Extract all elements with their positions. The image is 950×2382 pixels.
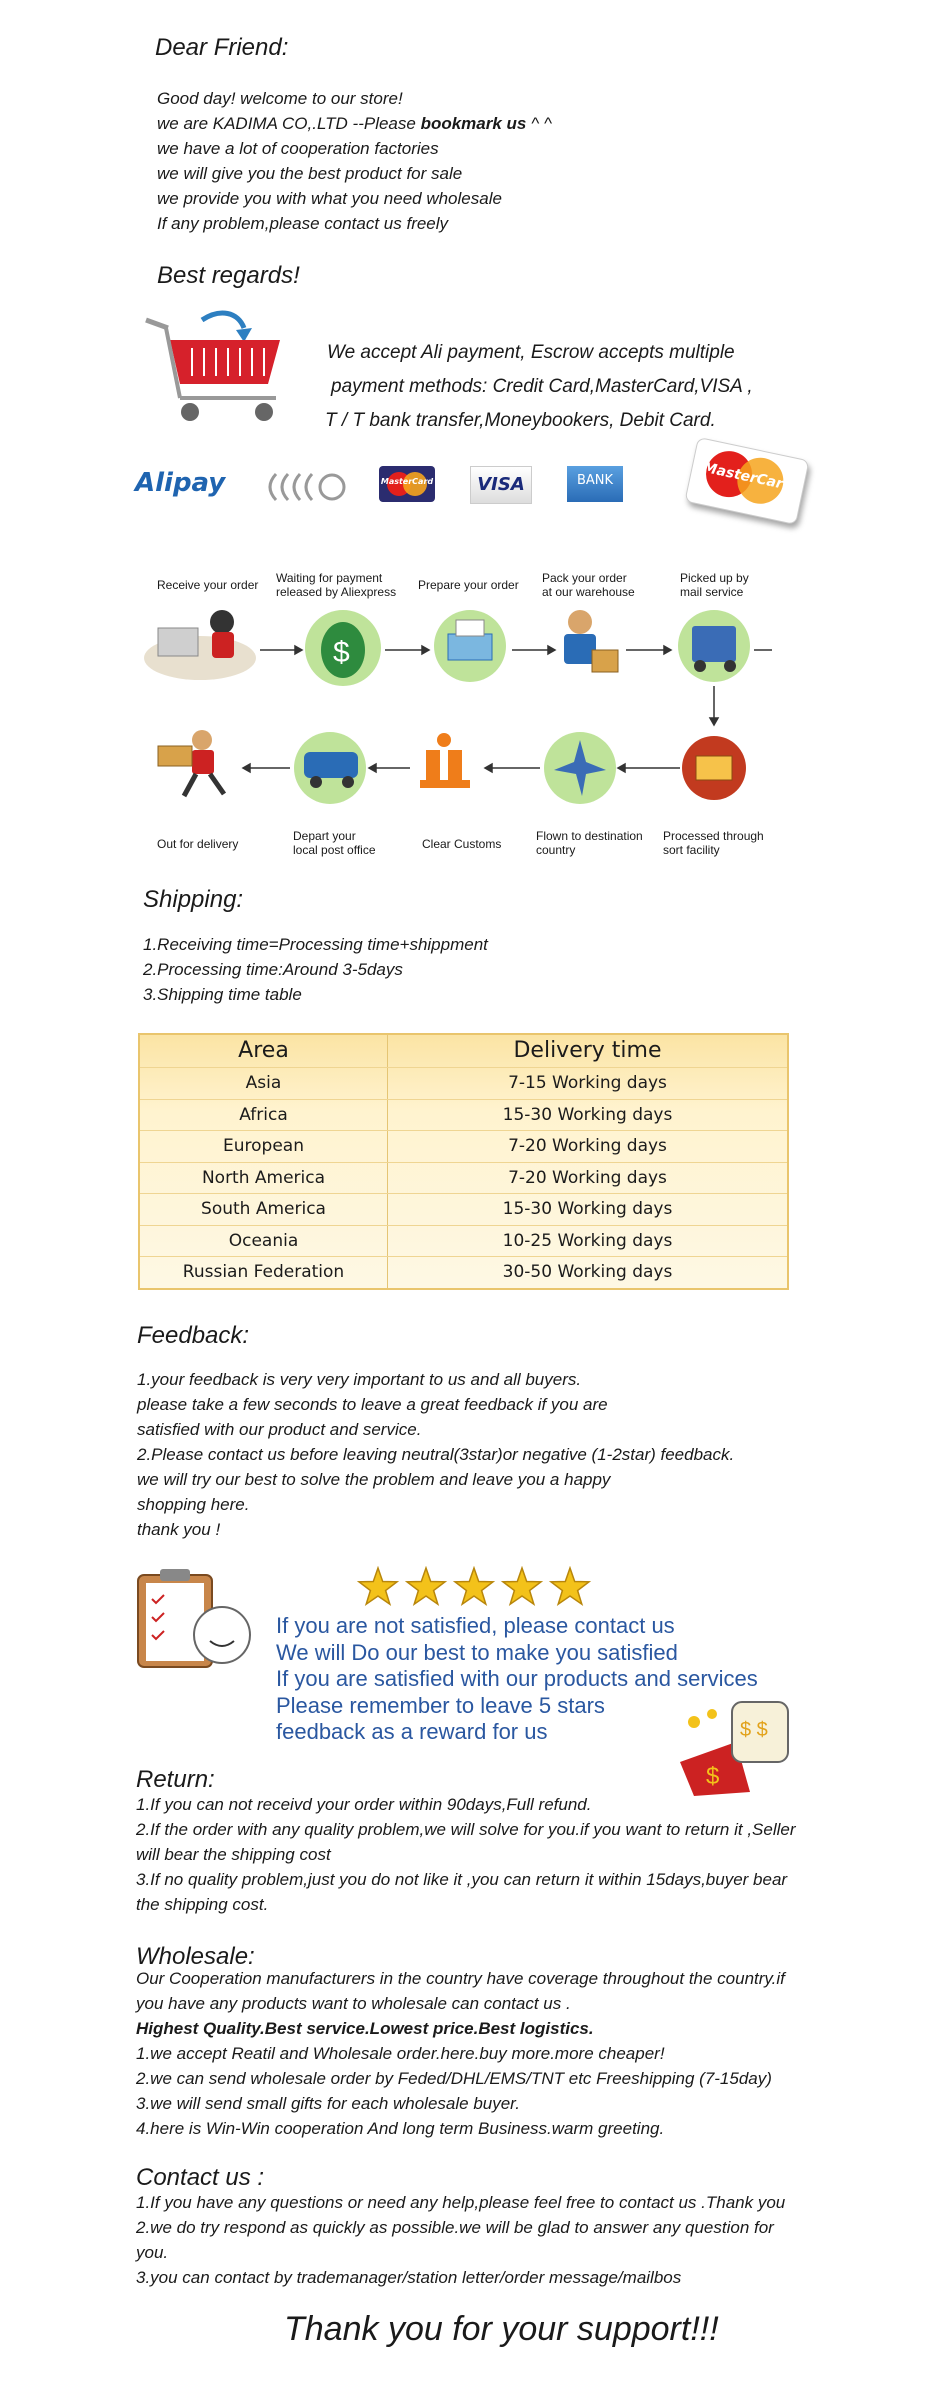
- intro-line: [157, 111, 552, 136]
- banner-line: If you are satisfied with our products and services: [276, 1666, 758, 1691]
- time-cell: 30-50 Working days: [502, 1262, 673, 1282]
- clipboard-icon: [130, 1565, 260, 1680]
- order-flow-diagram: [140, 600, 790, 850]
- mastercard-large-label: MasterCard: [701, 459, 795, 495]
- shipping-line: 1.Receiving time=Processing time+shippment: [143, 935, 488, 954]
- step-label-line: at our warehouse: [542, 585, 635, 599]
- table-row: [140, 1257, 787, 1288]
- greeting-title: Dear Friend:: [155, 34, 289, 61]
- wholesale-line: Our Cooperation manufacturers in the country have coverage throughout the country.if: [136, 1969, 785, 1988]
- wholesale-line: 2.we can send wholesale order by Feded/DHL/EMS/TNT etc Freeshipping (7-15day): [136, 2069, 772, 2088]
- shipping-text: [143, 932, 488, 1007]
- contact-title: Contact us :: [136, 2164, 265, 2191]
- feedback-text: [137, 1367, 734, 1542]
- wholesale-text: [136, 1966, 785, 2141]
- bank-logo: BANK: [567, 466, 623, 502]
- area-cell: Russian Federation: [140, 1257, 388, 1288]
- star-icon: [455, 1568, 493, 1604]
- step-flown-label: [536, 829, 643, 857]
- table-row: [140, 1194, 787, 1226]
- wholesale-slogan: Highest Quality.Best service.Lowest price.Best logistics.: [136, 2019, 594, 2038]
- regards-title: Best regards!: [157, 262, 300, 289]
- table-header-time: Delivery time: [513, 1038, 662, 1063]
- feedback-line: please take a few seconds to leave a great feedback if you are: [137, 1395, 608, 1414]
- table-row: [140, 1100, 787, 1132]
- star-icon: [551, 1568, 589, 1604]
- svg-text:$ $: $ $: [740, 1719, 768, 1741]
- step-label-line: Waiting for payment: [276, 571, 383, 585]
- return-line: 3.If no quality problem,just you do not like it ,you can return it within 15days,buyer bear: [136, 1870, 788, 1889]
- shopping-cart-icon: [140, 306, 288, 424]
- intro-line: If any problem,please contact us freely: [157, 214, 449, 233]
- shipping-line: 3.Shipping time table: [143, 985, 302, 1004]
- intro-line: Good day! welcome to our store!: [157, 89, 403, 108]
- banner-line: If you are not satisfied, please contact us: [276, 1613, 675, 1638]
- contactless-logo: [262, 470, 348, 504]
- banner-line: Please remember to leave 5 stars: [276, 1692, 605, 1718]
- wholesale-line: 4.here is Win-Win cooperation And long term Business.warm greeting.: [136, 2119, 665, 2138]
- intro-line-part: ^ ^: [526, 114, 552, 133]
- feedback-line: shopping here.: [137, 1495, 250, 1514]
- alipay-logo: Alipay: [135, 468, 226, 498]
- table-header-row: [140, 1035, 787, 1068]
- area-cell: European: [140, 1131, 388, 1162]
- shipping-title: Shipping:: [143, 886, 244, 913]
- visa-logo: VISA: [470, 466, 532, 504]
- money-mascot-icon: [670, 1692, 810, 1804]
- step-label-line: sort facility: [663, 843, 720, 857]
- step-label-line: released by Aliexpress: [276, 585, 397, 599]
- area-cell: Oceania: [140, 1226, 388, 1257]
- return-line: 2.If the order with any quality problem,we will solve for you.if you want to return it ,Seller: [136, 1820, 796, 1839]
- area-cell: Asia: [140, 1068, 388, 1099]
- time-cell: 15-30 Working days: [502, 1104, 673, 1125]
- feedback-line: thank you !: [137, 1520, 221, 1539]
- money-bag-icon: [305, 610, 381, 686]
- step-label-line: country: [536, 843, 576, 857]
- intro-text: [157, 86, 552, 236]
- wholesale-line: you have any products want to wholesale can contact us .: [136, 1994, 571, 2013]
- payment-line: We accept Ali payment, Escrow accepts multiple: [327, 342, 735, 363]
- feedback-line: we will try our best to solve the problem and leave you a happy: [137, 1470, 611, 1489]
- time-cell: 7-20 Working days: [508, 1167, 667, 1188]
- contact-line: you.: [136, 2243, 169, 2262]
- star-icon: [503, 1568, 541, 1604]
- step-label-line: Flown to destination: [536, 829, 643, 843]
- step-customs-label: Clear Customs: [422, 837, 502, 851]
- wholesale-title: Wholesale:: [136, 1943, 255, 1970]
- printer-icon: [434, 610, 506, 682]
- step-depart-label: [293, 829, 376, 857]
- wholesale-line: 1.we accept Reatil and Wholesale order.here.buy more.more cheaper!: [136, 2044, 665, 2063]
- return-line: 1.If you can not receivd your order within 90days,Full refund.: [136, 1795, 592, 1814]
- time-cell: 7-20 Working days: [508, 1136, 667, 1156]
- shipping-time-table: [138, 1033, 789, 1290]
- star-icon: [359, 1568, 397, 1604]
- step-label-line: Processed through: [663, 829, 764, 843]
- delivery-van-icon: [294, 732, 366, 804]
- star-icon: [407, 1568, 445, 1604]
- courier-running-icon: [158, 730, 224, 796]
- return-title: Return:: [136, 1766, 215, 1793]
- table-row: [140, 1131, 787, 1163]
- contact-line: 2.we do try respond as quickly as possible.we will be glad to answer any question for: [136, 2218, 774, 2237]
- step-pack-label: [542, 571, 635, 599]
- step-prepare-label: Prepare your order: [418, 578, 519, 592]
- svg-text:$: $: [706, 1763, 720, 1790]
- time-cell: 15-30 Working days: [502, 1199, 673, 1219]
- sort-facility-icon: [682, 736, 746, 800]
- intro-line: we provide you with what you need wholesale: [157, 189, 502, 208]
- step-receive-label: Receive your order: [157, 578, 259, 592]
- svg-text:$: $: [333, 636, 350, 669]
- return-text: [136, 1792, 796, 1917]
- thank-you-message: Thank you for your support!!!: [284, 2310, 719, 2348]
- step-label-line: Pack your order: [542, 571, 627, 585]
- table-row: [140, 1163, 787, 1195]
- area-cell: South America: [140, 1194, 388, 1225]
- table-row: [140, 1068, 787, 1100]
- step-label-line: Depart your: [293, 829, 356, 843]
- return-line: will bear the shipping cost: [136, 1845, 331, 1864]
- intro-line: we will give you the best product for sale: [157, 164, 463, 183]
- time-cell: 7-15 Working days: [508, 1073, 667, 1093]
- mastercard-small-label: MasterCard: [380, 477, 434, 486]
- mastercard-large-logo: [684, 437, 809, 525]
- contact-line: 1.If you have any questions or need any help,please feel free to contact us .Thank you: [136, 2193, 786, 2212]
- step-out-label: Out for delivery: [157, 837, 239, 851]
- step-picked-label: [680, 571, 749, 599]
- step-label-line: Picked up by: [680, 571, 749, 585]
- contact-line: 3.you can contact by trademanager/station letter/order message/mailbos: [136, 2268, 682, 2287]
- step-waiting-label: [276, 571, 396, 599]
- payment-line: T / T bank transfer,Moneybookers, Debit Card.: [325, 410, 716, 431]
- banner-line: We will Do our best to make you satisfied: [276, 1639, 678, 1665]
- mastercard-small-logo: [379, 466, 435, 502]
- feedback-line: 1.your feedback is very very important to us and all buyers.: [137, 1370, 582, 1389]
- time-cell: 10-25 Working days: [502, 1230, 673, 1251]
- feedback-line: 2.Please contact us before leaving neutral(3star)or negative (1-2star) feedback.: [137, 1445, 735, 1464]
- intro-line-part: we are KADIMA CO,.LTD --Please: [157, 114, 421, 133]
- computer-person-icon: [144, 610, 256, 680]
- bookmark-emphasis: bookmark us: [420, 114, 527, 133]
- wholesale-line: 3.we will send small gifts for each wholesale buyer.: [136, 2094, 520, 2113]
- area-cell: Africa: [140, 1100, 388, 1131]
- warehouse-worker-icon: [564, 610, 618, 672]
- table-header-area: Area: [140, 1035, 388, 1067]
- feedback-line: satisfied with our product and service.: [137, 1420, 422, 1439]
- area-cell: North America: [140, 1163, 388, 1194]
- return-line: the shipping cost.: [136, 1895, 269, 1914]
- customs-icon: [420, 733, 470, 788]
- payment-methods-text: [327, 336, 753, 438]
- airplane-icon: [544, 732, 616, 804]
- intro-line: we have a lot of cooperation factories: [157, 139, 439, 158]
- feedback-title: Feedback:: [137, 1322, 250, 1349]
- step-processed-label: [663, 829, 764, 857]
- table-row: [140, 1226, 787, 1258]
- five-star-rating: [356, 1566, 596, 1610]
- step-label-line: mail service: [680, 585, 744, 599]
- payment-line: payment methods: Credit Card,MasterCard,VISA ,: [331, 376, 753, 397]
- mail-truck-icon: [678, 610, 750, 682]
- contact-text: [136, 2190, 785, 2290]
- banner-line: feedback as a reward for us: [276, 1719, 548, 1744]
- step-label-line: local post office: [293, 843, 376, 857]
- shipping-line: 2.Processing time:Around 3-5days: [143, 960, 403, 979]
